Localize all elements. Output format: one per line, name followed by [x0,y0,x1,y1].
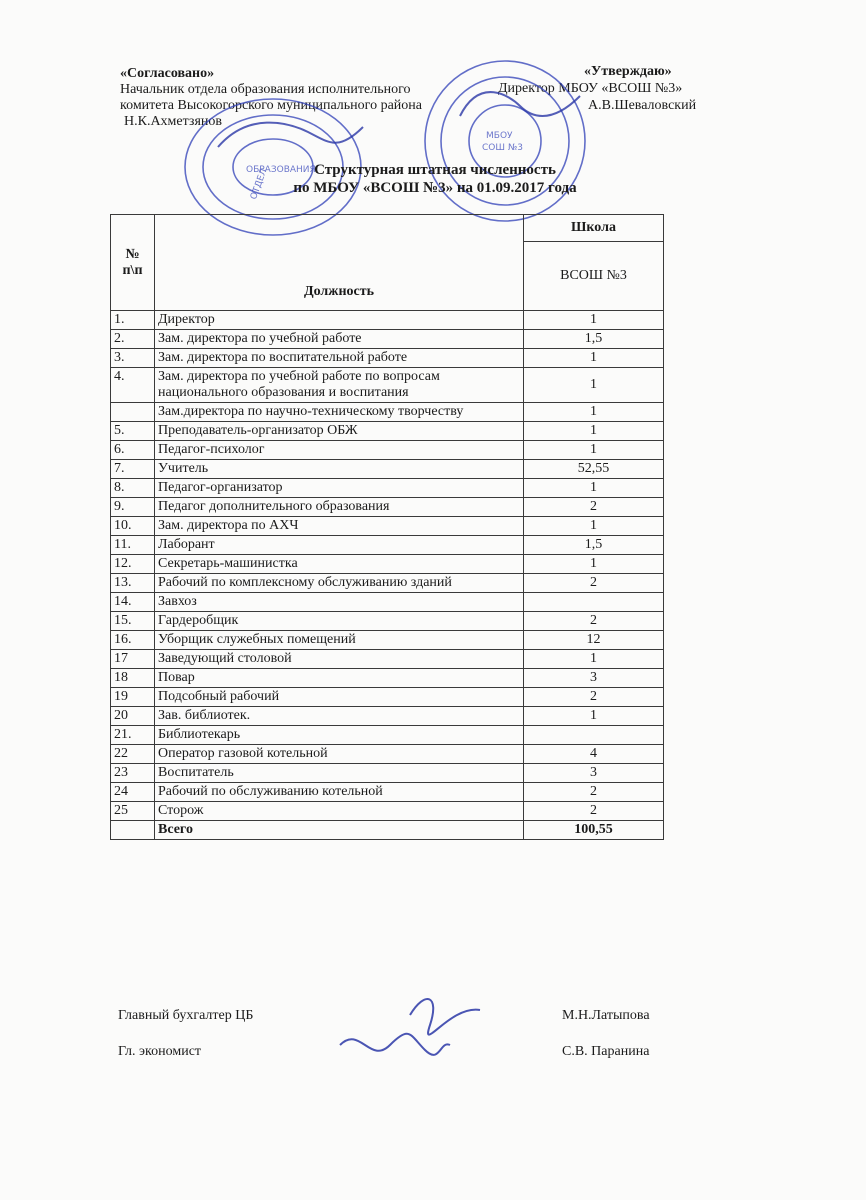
row-value: 1 [524,479,664,498]
table-row [111,368,664,403]
row-value: 52,55 [524,460,664,479]
row-value: 1 [524,707,664,726]
row-position: Педагог-психолог [155,441,524,460]
staff-table [110,214,664,840]
approval-right-name: А.В.Шеваловский [588,98,697,113]
table-row [111,460,664,479]
row-value: 1 [524,441,664,460]
table-row [111,802,664,821]
row-position: Завхоз [155,593,524,612]
row-position: Секретарь-машинистка [155,555,524,574]
row-position: Зам. директора по воспитательной работе [155,349,524,368]
row-value: 1 [524,517,664,536]
row-num: 10. [111,517,155,536]
svg-text:МБОУ: МБОУ [486,131,513,141]
table-row [111,574,664,593]
row-num: 7. [111,460,155,479]
table-row [111,517,664,536]
accountant-name: М.Н.Латыпова [562,1008,650,1023]
row-value: 1,5 [524,330,664,349]
table-row [111,593,664,612]
table-row [111,555,664,574]
row-position: Зам. директора по учебной работе [155,330,524,349]
row-position: Зав. библиотек. [155,707,524,726]
economist-name: С.В. Паранина [562,1044,650,1059]
row-value: 2 [524,802,664,821]
row-position: Учитель [155,460,524,479]
row-position: Сторож [155,802,524,821]
row-value: 1 [524,555,664,574]
row-num [111,403,155,422]
row-num: 5. [111,422,155,441]
approval-left-line2: комитета Высокогорского муниципального района [120,98,422,113]
row-position: Повар [155,669,524,688]
row-value: 2 [524,783,664,802]
table-row [111,688,664,707]
table-row [111,349,664,368]
right-stamp [420,56,590,226]
approval-right-heading: «Утверждаю» [584,64,672,79]
row-value: 1 [524,403,664,422]
row-value: 3 [524,669,664,688]
approval-left-line1: Начальник отдела образования исполнительного [120,82,411,97]
row-position: Оператор газовой котельной [155,745,524,764]
row-value: 1 [524,422,664,441]
row-num: 6. [111,441,155,460]
row-position: Рабочий по комплексному обслуживанию зданий [155,574,524,593]
row-value: 2 [524,688,664,707]
row-num: 1. [111,311,155,330]
row-num: 22 [111,745,155,764]
table-row [111,479,664,498]
row-position: Педагог-организатор [155,479,524,498]
doc-title-line2: по МБОУ «ВСОШ №3» на 01.09.2017 года [293,180,577,196]
svg-text:ОТДЕЛ: ОТДЕЛ [249,167,270,202]
row-num: 25 [111,802,155,821]
row-num: 23 [111,764,155,783]
row-num: 17 [111,650,155,669]
row-position: Воспитатель [155,764,524,783]
row-num: 4. [111,368,155,403]
table-row [111,650,664,669]
row-value: 4 [524,745,664,764]
approval-left-heading: «Согласовано» [120,66,215,81]
col-school-name-header: ВСОШ №3 [524,242,664,311]
row-position: Подсобный рабочий [155,688,524,707]
row-num: 2. [111,330,155,349]
row-position: Зам. директора по учебной работе по вопросам национального образования и воспитания [155,368,524,403]
table-row [111,764,664,783]
row-position: Преподаватель-организатор ОБЖ [155,422,524,441]
accountant-title: Главный бухгалтер ЦБ [118,1008,254,1023]
row-value: 1 [524,650,664,669]
table-row [111,498,664,517]
row-value: 1 [524,349,664,368]
svg-text:СОШ №3: СОШ №3 [482,143,523,153]
table-row [111,745,664,764]
row-num: 12. [111,555,155,574]
row-position: Уборщик служебных помещений [155,631,524,650]
row-num: 11. [111,536,155,555]
row-position: Рабочий по обслуживанию котельной [155,783,524,802]
row-position: Гардеробщик [155,612,524,631]
total-row [111,821,664,840]
row-value: 1 [524,368,664,403]
row-num: 8. [111,479,155,498]
row-value: 1 [524,311,664,330]
table-row [111,403,664,422]
row-value: 2 [524,574,664,593]
total-num [111,821,155,840]
row-num: 19 [111,688,155,707]
col-position-header: Должность [155,215,524,311]
row-value: 1,5 [524,536,664,555]
row-position: Зам. директора по АХЧ [155,517,524,536]
row-value: 2 [524,498,664,517]
col-num-header: № п\п [111,215,155,311]
total-label: Всего [155,821,524,840]
row-value: 12 [524,631,664,650]
table-row [111,311,664,330]
table-row [111,612,664,631]
row-value [524,726,664,745]
row-num: 3. [111,349,155,368]
row-position: Зам.директора по научно-техническому творчеству [155,403,524,422]
row-position: Директор [155,311,524,330]
row-position: Педагог дополнительного образования [155,498,524,517]
row-num: 20 [111,707,155,726]
row-num: 14. [111,593,155,612]
row-num: 9. [111,498,155,517]
table-row [111,707,664,726]
table-row [111,783,664,802]
table-row [111,330,664,349]
row-value: 3 [524,764,664,783]
total-value: 100,55 [524,821,664,840]
row-num: 15. [111,612,155,631]
row-num: 16. [111,631,155,650]
row-num: 13. [111,574,155,593]
table-row [111,441,664,460]
row-position: Библиотекарь [155,726,524,745]
col-school-header: Школа [524,215,664,242]
table-row [111,536,664,555]
row-num: 21. [111,726,155,745]
table-row [111,669,664,688]
approval-right-line1: Директор МБОУ «ВСОШ №3» [498,81,683,96]
doc-title-line1: Структурная штатная численность [314,162,556,178]
signature-scribble [330,985,520,1085]
approval-left-name: Н.К.Ахметзянов [124,114,222,129]
table-row [111,422,664,441]
row-position: Лаборант [155,536,524,555]
table-row [111,726,664,745]
row-value: 2 [524,612,664,631]
row-value [524,593,664,612]
row-num: 24 [111,783,155,802]
row-num: 18 [111,669,155,688]
table-header-row [111,215,664,242]
svg-text:ОБРАЗОВАНИЯ: ОБРАЗОВАНИЯ [246,165,316,175]
economist-title: Гл. экономист [118,1044,202,1059]
row-position: Заведующий столовой [155,650,524,669]
table-row [111,631,664,650]
